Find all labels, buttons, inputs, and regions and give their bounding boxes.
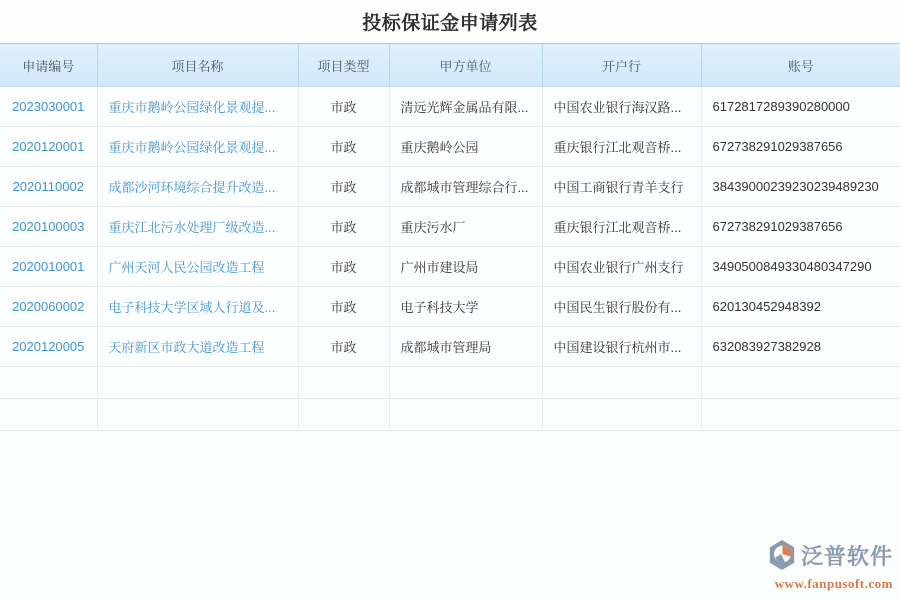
project-type-cell: 市政 — [298, 247, 389, 287]
application-id-link[interactable]: 2023030001 — [12, 99, 85, 114]
application-id-link[interactable]: 2020110002 — [12, 179, 84, 194]
account-number-cell: 3490500849330480347290 — [701, 247, 900, 287]
party-a-unit-cell: 重庆污水厂 — [389, 207, 542, 247]
application-table — [0, 43, 900, 431]
project-name-link[interactable]: 广州天河人民公园改造工程 — [108, 260, 265, 275]
empty-cell — [389, 367, 542, 399]
col-header-application-id: 申请编号 — [0, 44, 97, 87]
application-id-cell — [0, 287, 97, 327]
project-name-cell — [97, 327, 298, 367]
application-id-link[interactable]: 2020060002 — [12, 299, 85, 314]
table-row — [0, 167, 900, 207]
empty-cell — [389, 399, 542, 431]
account-number-cell: 6172817289390280000 — [701, 87, 900, 127]
application-id-cell — [0, 327, 97, 367]
account-number-cell: 632083927382928 — [701, 327, 900, 367]
table-row — [0, 287, 900, 327]
project-name-link[interactable]: 成都沙河环境综合提升改造... — [108, 180, 276, 195]
fanpu-website-url: www.fanpusoft.com — [774, 576, 893, 591]
col-header-party-a-unit: 甲方单位 — [389, 44, 542, 87]
party-a-unit-cell: 成都城市管理局 — [389, 327, 542, 367]
application-id-cell — [0, 87, 97, 127]
project-name-cell — [97, 207, 298, 247]
project-name-link[interactable]: 天府新区市政大道改造工程 — [108, 340, 265, 355]
account-number-cell: 38439000239230239489230 — [701, 167, 900, 207]
project-name-link[interactable]: 重庆江北污水处理厂级改造... — [108, 220, 276, 235]
fanpu-logo-top — [767, 539, 893, 575]
page-title: 投标保证金申请列表 — [362, 13, 538, 34]
account-number-cell: 672738291029387656 — [701, 127, 900, 167]
project-type-cell: 市政 — [298, 127, 389, 167]
project-name-cell — [97, 287, 298, 327]
application-id-cell — [0, 247, 97, 287]
empty-cell — [298, 399, 389, 431]
bank-cell: 中国农业银行海汉路... — [542, 87, 701, 127]
empty-cell — [97, 367, 298, 399]
fanpu-logo — [767, 539, 893, 590]
table-row — [0, 127, 900, 167]
project-name-link[interactable]: 电子科技大学区域人行道及... — [108, 300, 276, 315]
empty-table-row — [0, 367, 900, 399]
project-type-cell: 市政 — [298, 287, 389, 327]
application-id-link[interactable]: 2020120001 — [12, 139, 85, 154]
party-a-unit-cell: 成都城市管理综合行... — [389, 167, 542, 207]
bank-cell: 中国农业银行广州支行 — [542, 247, 701, 287]
bank-cell: 中国工商银行青羊支行 — [542, 167, 701, 207]
project-name-cell — [97, 87, 298, 127]
table-header-row — [0, 44, 900, 87]
party-a-unit-cell: 清远光辉金属品有限... — [389, 87, 542, 127]
project-name-cell — [97, 127, 298, 167]
party-a-unit-cell: 广州市建设局 — [389, 247, 542, 287]
fanpu-logo-icon — [767, 539, 797, 575]
title-bar — [0, 0, 900, 43]
bank-cell: 重庆银行江北观音桥... — [542, 127, 701, 167]
project-name-cell — [97, 167, 298, 207]
project-type-cell: 市政 — [298, 87, 389, 127]
application-id-cell — [0, 167, 97, 207]
application-id-cell — [0, 207, 97, 247]
col-header-project-name: 项目名称 — [97, 44, 298, 87]
project-type-cell: 市政 — [298, 207, 389, 247]
application-id-link[interactable]: 2020120005 — [12, 339, 85, 354]
empty-cell — [0, 367, 97, 399]
party-a-unit-cell: 电子科技大学 — [389, 287, 542, 327]
application-id-link[interactable]: 2020010001 — [12, 259, 85, 274]
empty-cell — [542, 367, 701, 399]
empty-cell — [97, 399, 298, 431]
application-id-link[interactable]: 2020100003 — [12, 219, 85, 234]
party-a-unit-cell: 重庆鹅岭公园 — [389, 127, 542, 167]
application-id-cell — [0, 127, 97, 167]
empty-cell — [701, 399, 900, 431]
table-row — [0, 247, 900, 287]
project-name-link[interactable]: 重庆市鹅岭公园绿化景观提... — [108, 140, 276, 155]
account-number-cell: 620130452948392 — [701, 287, 900, 327]
empty-cell — [701, 367, 900, 399]
table-row — [0, 87, 900, 127]
bank-cell: 重庆银行江北观音桥... — [542, 207, 701, 247]
table-row — [0, 327, 900, 367]
account-number-cell: 672738291029387656 — [701, 207, 900, 247]
project-name-cell — [97, 247, 298, 287]
col-header-project-type: 项目类型 — [298, 44, 389, 87]
project-name-link[interactable]: 重庆市鹅岭公园绿化景观提... — [108, 100, 276, 115]
empty-table-row — [0, 399, 900, 431]
col-header-bank: 开户行 — [542, 44, 701, 87]
bank-cell: 中国民生银行股份有... — [542, 287, 701, 327]
table-row — [0, 207, 900, 247]
project-type-cell: 市政 — [298, 327, 389, 367]
empty-cell — [0, 399, 97, 431]
col-header-account-number: 账号 — [701, 44, 900, 87]
project-type-cell: 市政 — [298, 167, 389, 207]
empty-cell — [542, 399, 701, 431]
fanpu-logo-text: 泛普软件 — [800, 544, 893, 569]
bank-cell: 中国建设银行杭州市... — [542, 327, 701, 367]
empty-cell — [298, 367, 389, 399]
